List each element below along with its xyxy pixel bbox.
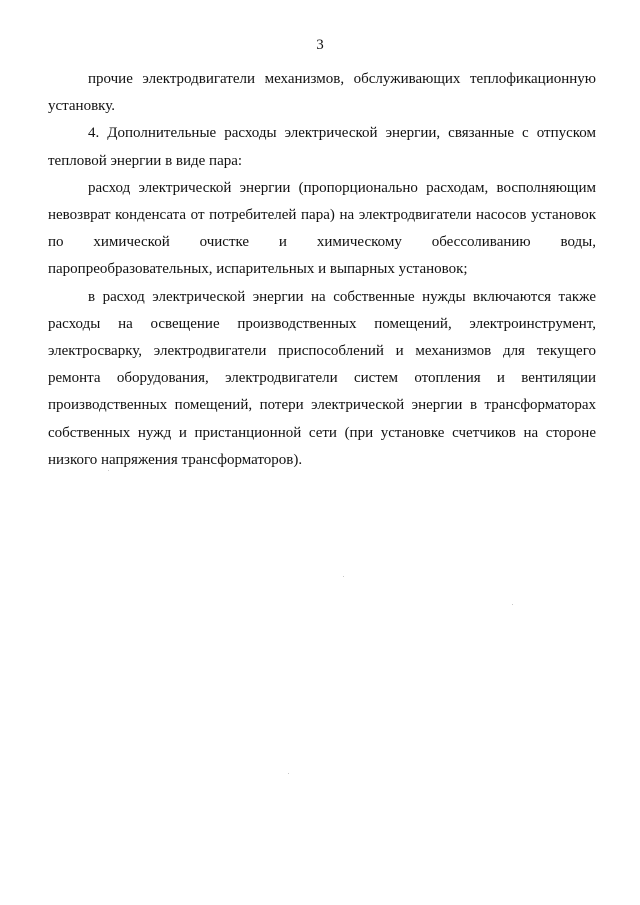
text-line: электросварку, электродвигатели приспособлений и механизмов для текущего <box>48 343 596 360</box>
page-number: 3 <box>316 37 324 53</box>
text-line: расходы на освещение производственных помещений, электроинструмент, <box>48 315 596 332</box>
text-line: низкого напряжения трансформаторов). <box>48 451 303 468</box>
text-line: паропреобразовательных, испарительных и выпарных установок; <box>48 261 468 278</box>
scan-speck <box>288 773 289 774</box>
text-line: в расход электрической энергии на собственные нужды включаются также <box>88 288 596 305</box>
paragraph-additional-costs <box>48 120 596 174</box>
text-line: ремонта оборудования, электродвигатели систем отопления и вентиляции <box>48 370 596 387</box>
paragraph-other-motors <box>48 66 596 120</box>
text-line: производственных помещений, потери электрической энергии в трансформаторах <box>48 397 596 414</box>
text-line: 4. Дополнительные расходы электрической энергии, связанные с отпуском <box>88 125 596 142</box>
text-line: тепловой энергии в виде пара: <box>48 152 243 169</box>
text-line: по химической очистке и химическому обессоливанию воды, <box>48 234 596 251</box>
text-line: прочие электродвигатели механизмов, обслуживающих теплофикационную <box>88 71 596 87</box>
document-body <box>48 66 596 474</box>
scan-speck <box>512 604 513 605</box>
text-line: собственных нужд и пристанционной сети (при установке счетчиков на стороне <box>48 424 596 441</box>
scan-speck <box>108 470 109 471</box>
text-line: невозврат конденсата от потребителей пара) на электродвигатели насосов установок <box>48 207 596 224</box>
text-line: установку. <box>48 98 115 115</box>
paragraph-own-needs <box>48 284 596 474</box>
scan-speck <box>343 576 344 577</box>
paragraph-electricity-consumption <box>48 175 596 284</box>
text-line: расход электрической энергии (пропорционально расходам, восполняющим <box>88 179 596 196</box>
